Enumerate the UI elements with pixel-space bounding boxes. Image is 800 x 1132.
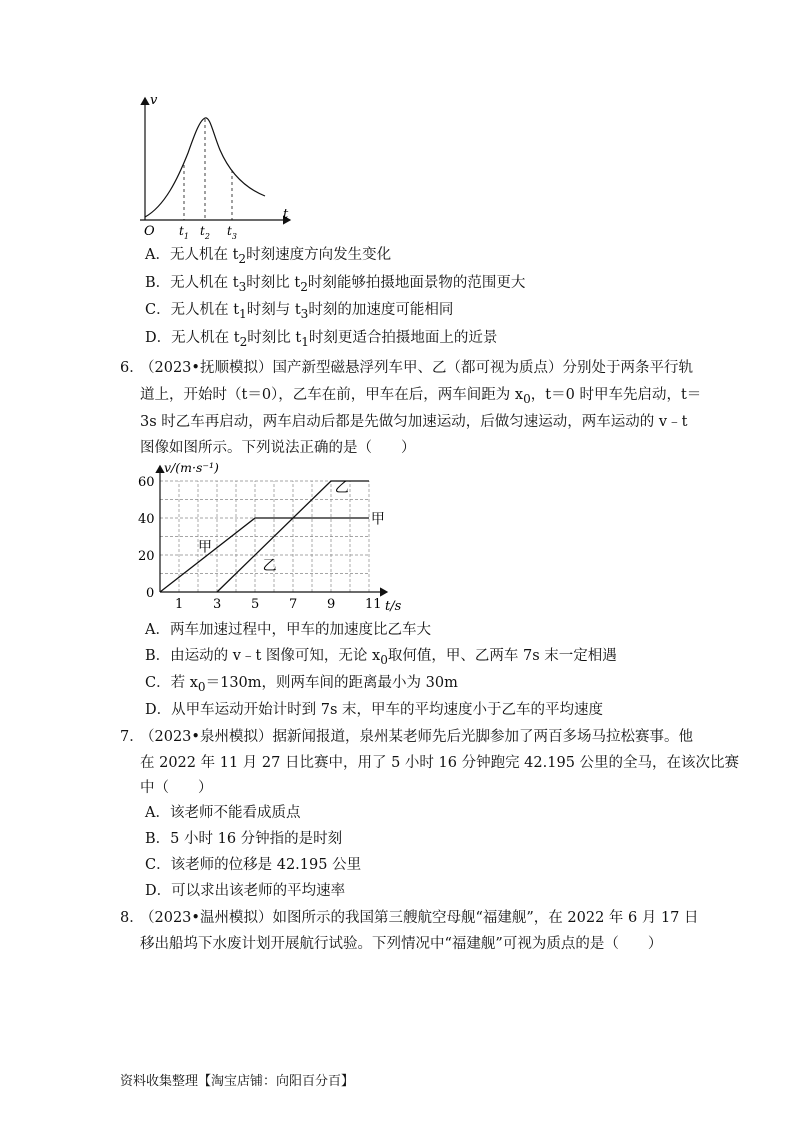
x-tick-label: 1 (175, 597, 184, 612)
x-tick-label: 9 (327, 597, 336, 612)
q6-number: 6． (120, 360, 144, 376)
y-tick-label: 40 (138, 512, 155, 527)
t-axis-label: t (283, 207, 289, 222)
q6-option-c: C．若 $x_0=130m$，则两车间的距离最小为 30m (145, 675, 458, 694)
q6-option-d: D．从甲车运动开始计时到 7s 末，甲车的平均速度小于乙车的平均速度 (145, 702, 604, 718)
q5-option-c: C．无人机在 $t_1$时刻与 $t_3$时刻的加速度可能相同 (145, 302, 454, 321)
q6-stem-line4: 图像如图所示。下列说法正确的是（ ） (140, 440, 416, 456)
x-tick-label: 3 (213, 597, 222, 612)
q7-number: 7． (120, 729, 144, 745)
y-tick-label: 60 (138, 475, 155, 490)
footer-note: 资料收集整理【淘宝店铺：向阳百分百】 (120, 1074, 355, 1089)
q6-option-a: A．两车加速过程中，甲车的加速度比乙车大 (145, 622, 431, 638)
x-tick-label: 5 (251, 597, 260, 612)
y-tick-label: 20 (138, 549, 155, 564)
x-tick-label: 7 (289, 597, 298, 612)
q6-stem-line1: （2023•抚顺模拟）国产新型磁悬浮列车甲、乙（都可视为质点）分别处于两条平行轨 (140, 360, 693, 376)
q7-option-b: B．5 小时 16 分钟指的是时刻 (145, 831, 343, 847)
series-annotation: 甲 (198, 539, 212, 556)
q7-option-c: C．该老师的位移是 42.195 公里 (145, 857, 362, 873)
q7-stem-line3: 中（ ） (140, 780, 213, 796)
q5-option-a: A．无人机在 $t_2$时刻速度方向发生变化 (145, 247, 392, 266)
q8-stem-line1: （2023•温州模拟）如图所示的我国第三艘航空母舰“福建舰”，在 2022 年 6 月 17 日 (140, 910, 699, 926)
q7-option-a: A．该老师不能看成质点 (145, 805, 301, 821)
v-axis-label: v (150, 93, 158, 108)
y-axis-label: v/(m·s⁻¹) (164, 460, 219, 475)
q5-option-d: D．无人机在 $t_2$时刻比 $t_1$时刻更适合拍摄地面上的近景 (145, 330, 498, 349)
q8-stem-line2: 移出船坞下水废计划开展航行试验。下列情况中“福建舰”可视为质点的是（ ） (140, 936, 663, 952)
x-tick-label: 11 (365, 597, 382, 612)
q7-stem-line2: 在 2022 年 11 月 27 日比赛中，用了 5 小时 16 分钟跑完 42.195 公里的全马，在该次比赛 (140, 755, 740, 771)
series-annotation: 乙 (262, 557, 277, 574)
q6-stem-line2: 道上，开始时（t＝0），乙车在前，甲车在后，两车间距为 $x_0$，t＝0 时甲车先启动，t＝ (140, 387, 702, 406)
y-tick-label: 0 (146, 586, 155, 601)
q7-stem-line1: （2023•泉州模拟）据新闻报道，泉州某老师先后光脚参加了两百多场马拉松赛事。他 (140, 729, 693, 745)
series-annotation: 乙 (334, 480, 349, 497)
tick-t3: $t_3$ (227, 224, 237, 241)
tick-t1: $t_1$ (179, 224, 189, 241)
x-axis-label: t/s (385, 599, 402, 614)
q6-stem-line3: 3s 时乙车再启动，两车启动后都是先做匀加速运动，后做匀速运动，两车运动的 v﹣t (140, 414, 688, 430)
velocity-curve-graph (130, 88, 300, 243)
tick-t2: $t_2$ (200, 224, 210, 241)
vt-chart (130, 460, 430, 618)
q5-option-b: B．无人机在 $t_3$时刻比 $t_2$时刻能够拍摄地面景物的范围更大 (145, 275, 526, 294)
origin-label: O (144, 224, 155, 239)
q6-option-b: B．由运动的 v﹣t 图像可知，无论 $x_0$取何值，甲、乙两车 7s 末一定相遇 (145, 648, 617, 667)
q8-number: 8． (120, 910, 144, 926)
q7-option-d: D．可以求出该老师的平均速率 (145, 883, 346, 899)
series-annotation: 甲 (370, 511, 385, 528)
